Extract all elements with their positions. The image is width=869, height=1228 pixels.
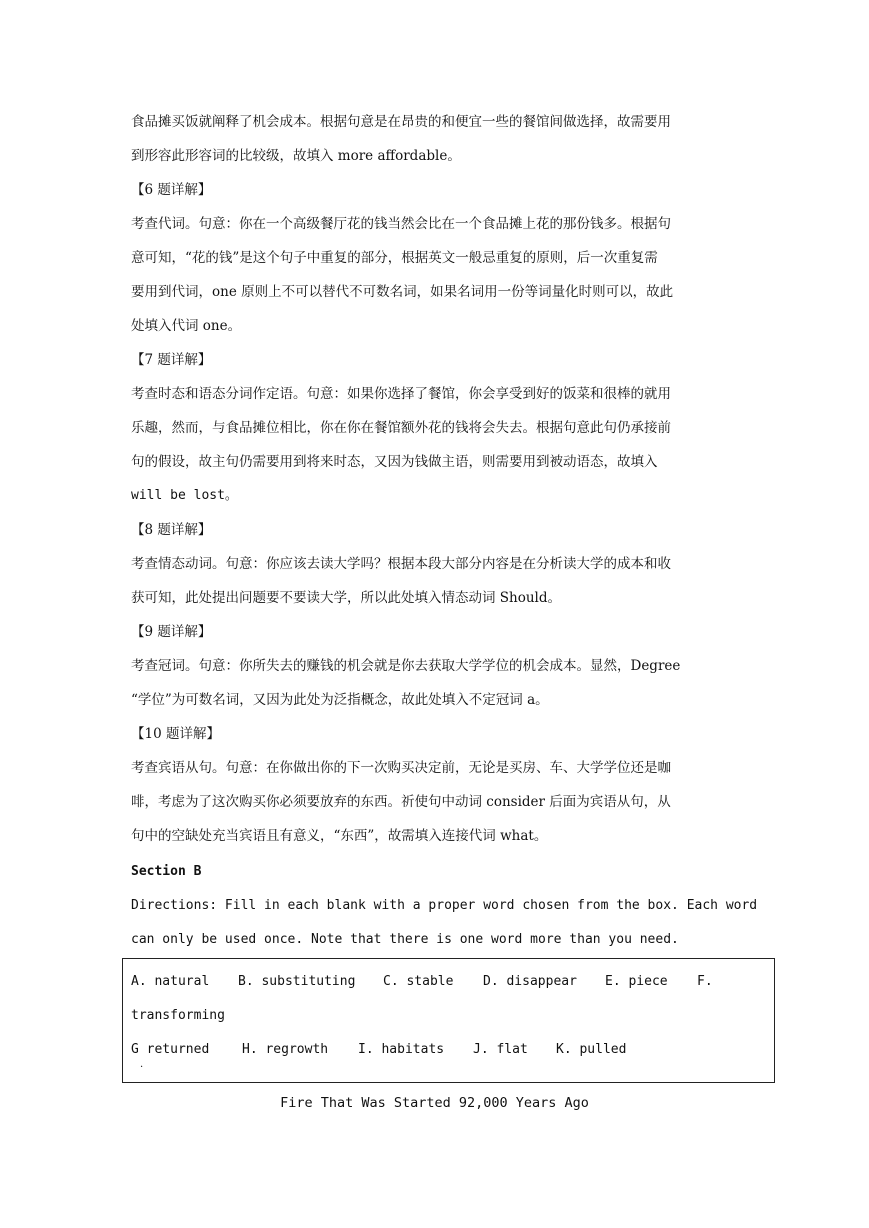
paragraph-line: 到形容此形容词的比较级，故填入 more affordable。 bbox=[131, 148, 461, 164]
paragraph-line: 要用到代词，one 原则上不可以替代不可数名词，如果名词用一份等词量化时则可以，故此 bbox=[131, 284, 674, 300]
word-option: K. pulled bbox=[556, 1042, 627, 1057]
paragraph-line: 考查情态动词。句意：你应该去读大学吗？根据本段大部分内容是在分析读大学的成本和收 bbox=[131, 556, 671, 572]
answer-heading-7: 【7 题详解】 bbox=[131, 352, 212, 368]
paragraph-line: 考查冠词。句意：你所失去的赚钱的机会就是你去获取大学学位的机会成本。显然，Degree bbox=[131, 658, 681, 674]
paragraph-line: will be lost。 bbox=[131, 488, 238, 503]
paragraph-line: 句的假设，故主句仍需要用到将来时态，又因为钱做主语，则需要用到被动语态，故填入 bbox=[131, 454, 658, 470]
word-option: B. substituting bbox=[238, 974, 356, 989]
paragraph-line: “学位”为可数名词，又因为此处为泛指概念，故此处填入不定冠词 a。 bbox=[131, 692, 549, 708]
paragraph-line: 句中的空缺处充当宾语且有意义，“东西”，故需填入连接代词 what。 bbox=[131, 828, 548, 844]
paragraph-line: 啡，考虑为了这次购买你必须要放弃的东西。祈使句中动词 consider 后面为宾语从句，从 bbox=[131, 794, 671, 810]
paragraph-line: 食品摊买饭就阐释了机会成本。根据句意是在昂贵的和便宜一些的餐馆间做选择，故需要用 bbox=[131, 114, 671, 130]
word-option: H. regrowth bbox=[242, 1042, 329, 1057]
paragraph-line: 处填入代词 one。 bbox=[131, 318, 242, 334]
word-option: A. natural bbox=[131, 974, 210, 989]
answer-heading-6: 【6 题详解】 bbox=[131, 182, 212, 198]
passage-title: Fire That Was Started 92,000 Years Ago bbox=[280, 1095, 589, 1111]
word-option: E. piece bbox=[605, 974, 668, 989]
directions-line: Directions: Fill in each blank with a proper word chosen from the box. Each word bbox=[131, 898, 758, 913]
word-option: G returned bbox=[131, 1042, 210, 1057]
answer-heading-8: 【8 题详解】 bbox=[131, 522, 212, 538]
paragraph-line: 获可知，此处提出问题要不要读大学，所以此处填入情态动词 Should。 bbox=[131, 590, 562, 606]
word-option: I. habitats bbox=[358, 1042, 445, 1057]
directions-line: can only be used once. Note that there is one word more than you need. bbox=[131, 932, 679, 947]
paragraph-line: 考查代词。句意：你在一个高级餐厅花的钱当然会比在一个食品摊上花的那份钱多。根据句 bbox=[131, 216, 671, 232]
paragraph-line: 意可知，“花的钱”是这个句子中重复的部分，根据英文一般忌重复的原则，后一次重复需 bbox=[131, 250, 658, 266]
stray-dot: . bbox=[140, 1059, 144, 1070]
section-title: Section B bbox=[131, 864, 202, 879]
word-option: J. flat bbox=[473, 1042, 528, 1057]
word-option: F. bbox=[697, 974, 713, 989]
answer-heading-10: 【10 题详解】 bbox=[131, 726, 220, 742]
word-option: transforming bbox=[131, 1008, 225, 1023]
paragraph-line: 考查时态和语态分词作定语。句意：如果你选择了餐馆，你会享受到好的饭菜和很棒的就用 bbox=[131, 386, 671, 402]
paragraph-line: 乐趣，然而，与食品摊位相比，你在你在餐馆额外花的钱将会失去。根据句意此句仍承接前 bbox=[131, 420, 671, 436]
word-option: C. stable bbox=[383, 974, 454, 989]
answer-heading-9: 【9 题详解】 bbox=[131, 624, 212, 640]
word-option: D. disappear bbox=[483, 974, 577, 989]
paragraph-line: 考查宾语从句。句意：在你做出你的下一次购买决定前，无论是买房、车、大学学位还是咖 bbox=[131, 760, 671, 776]
